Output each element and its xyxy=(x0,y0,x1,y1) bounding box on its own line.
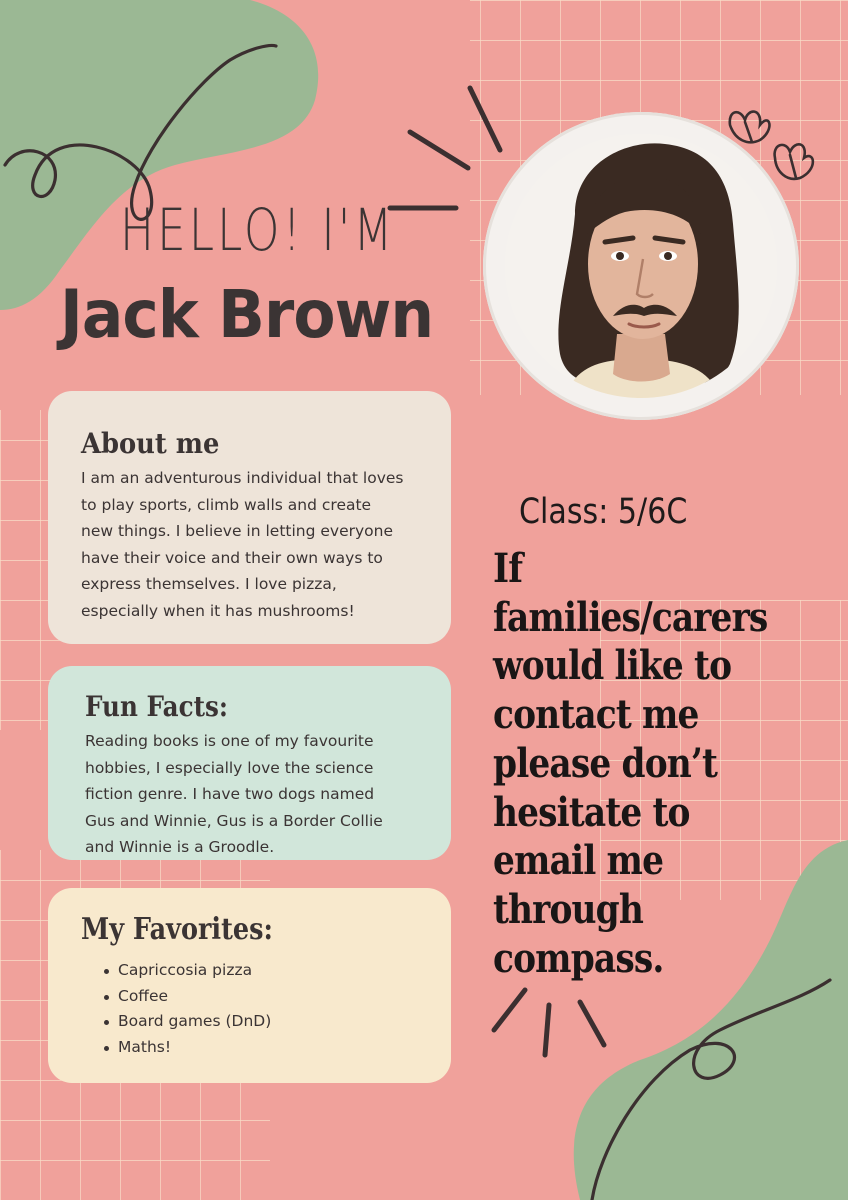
favorites-item: Coffee xyxy=(118,984,423,1010)
fun-facts-line: Reading books is one of my favourite xyxy=(85,732,374,750)
about-me-line: especially when it has mushrooms! xyxy=(81,601,355,620)
portrait-image xyxy=(505,134,777,398)
about-me-line: to play sports, climb walls and create xyxy=(81,495,372,514)
about-me-line: express themselves. I love pizza, xyxy=(81,575,337,593)
contact-line: through xyxy=(493,885,644,933)
profile-photo xyxy=(483,112,799,420)
fun-facts-line: Gus and Winnie, Gus is a Border Collie xyxy=(85,811,383,830)
favorites-title: My Favorites: xyxy=(81,912,273,947)
contact-line: families/carers xyxy=(493,593,768,641)
contact-line: email me xyxy=(493,837,664,885)
fun-facts-title: Fun Facts: xyxy=(85,690,228,723)
favorites-card xyxy=(48,888,451,1083)
dash-doodle xyxy=(545,1005,549,1055)
fun-facts-line: hobbies, I especially love the science xyxy=(85,758,374,777)
about-me-line: I am an adventurous individual that loves xyxy=(81,469,404,487)
about-me-text xyxy=(81,465,423,624)
contact-line: If xyxy=(493,545,523,592)
about-me-title: About me xyxy=(81,427,220,460)
greeting-heading: HELLO! I'M xyxy=(120,196,396,264)
name-heading: Jack Brown xyxy=(60,276,434,353)
contact-line: contact me xyxy=(493,691,699,739)
favorites-item: Maths! xyxy=(118,1035,423,1061)
contact-line: would like to xyxy=(493,642,732,690)
about-me-line: new things. I believe in letting everyone xyxy=(81,522,394,540)
fun-facts-text xyxy=(85,728,423,861)
dash-doodle xyxy=(580,1002,604,1045)
about-me-card xyxy=(48,391,451,644)
dash-doodle xyxy=(494,990,525,1030)
about-me-line: have their voice and their own ways to xyxy=(81,548,383,567)
contact-message xyxy=(493,545,785,983)
favorites-item: Capriccosia pizza xyxy=(118,958,423,984)
fun-facts-line: and Winnie is a Groodle. xyxy=(85,838,275,856)
fun-facts-line: fiction genre. I have two dogs named xyxy=(85,785,375,803)
favorites-list xyxy=(81,958,423,1060)
fun-facts-card xyxy=(48,666,451,860)
dash-doodle xyxy=(410,132,468,168)
class-label: Class: 5/6C xyxy=(519,492,688,532)
favorites-item: Board games (DnD) xyxy=(118,1009,423,1035)
contact-line: please don’t xyxy=(493,739,718,787)
contact-line: compass. xyxy=(493,934,664,982)
contact-line: hesitate to xyxy=(493,788,690,836)
